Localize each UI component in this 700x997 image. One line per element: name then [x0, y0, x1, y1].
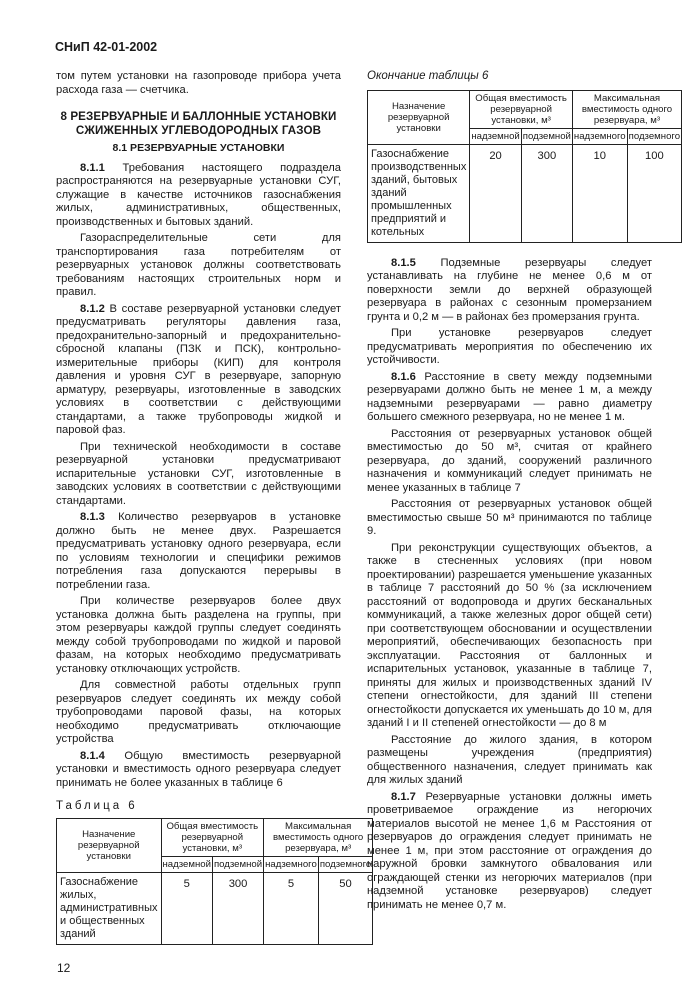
section-title: 8 РЕЗЕРВУАРНЫЕ И БАЛЛОННЫЕ УСТАНОВКИ СЖИЖЕННЫХ УГЛЕВОДОРОДНЫХ ГАЗОВ: [60, 110, 337, 137]
clause-text: Расстояние в свету между подземными резервуарами должно быть не менее 1 м, а между надземными резервуарами — равно диаметру большего смежного резервуара, но не менее 1 м.: [367, 370, 652, 423]
clause-8-1-1: [56, 162, 341, 230]
clause-8-1-7: [367, 791, 652, 913]
table-header-cell: надземного: [264, 856, 319, 872]
paragraph: При количестве резервуаров более двух установка должна быть разделена на группы, при этом резервуары каждой группы следует соединять между собой трубопроводами по жидкой и паровой фазам, на которых необходимо предусматривать установку отключающих устройств.: [56, 595, 341, 675]
paragraph: Для совместной работы отдельных групп резервуаров следует соединять их между собой трубопроводами паровой фазы, на которых необходимо предусматривать отключающие устройства: [56, 679, 341, 745]
clause-8-1-3: [56, 511, 341, 592]
table-header-cell: надземного: [572, 128, 627, 144]
table-header-cell: Общая вместимость резервуарной установки, м³: [470, 90, 573, 128]
left-column: [56, 70, 372, 945]
table-cell: 10: [572, 144, 627, 242]
clause-number: 8.1.2: [80, 302, 105, 315]
clause-8-1-6: [367, 371, 652, 425]
table-cell: 300: [521, 144, 572, 242]
page-number: 12: [57, 961, 71, 975]
clause-8-1-5: [367, 257, 652, 325]
clause-8-1-4: [56, 750, 341, 791]
table-header-cell: подземного: [318, 856, 372, 872]
table-cell: Газоснабжение жилых, административных и общественных зданий: [57, 872, 162, 944]
table-cell: 100: [627, 144, 681, 242]
intro-paragraph: том путем установки на газопроводе прибора учета расхода газа — счетчика.: [56, 70, 341, 96]
table-row: [57, 872, 373, 944]
table-cell: 50: [318, 872, 372, 944]
table-header-cell: подземной: [521, 128, 572, 144]
clause-text: Количество резервуаров в установке должно быть не менее двух. Разрешается предусматривать установку одного резервуара, если по условиям технологии и специфики режимов потребления газа допускаются перерывы в потреблении газа.: [56, 511, 341, 591]
table-header-cell: подземной: [212, 856, 263, 872]
clause-number: 8.1.5: [391, 256, 416, 269]
subsection-title: 8.1 РЕЗЕРВУАРНЫЕ УСТАНОВКИ: [112, 142, 285, 154]
clause-number: 8.1.4: [80, 749, 105, 762]
table-header-cell: надземной: [161, 856, 212, 872]
paragraph: При установке резервуаров следует предусматривать мероприятия по обеспечению их устойчивости.: [367, 327, 652, 366]
table-cell: 20: [470, 144, 521, 242]
table-cell: 5: [264, 872, 319, 944]
table-header-cell: Максимальная вместимость одного резервуара, м³: [264, 818, 373, 856]
table-header-cell: подземного: [627, 128, 681, 144]
clause-text: Общую вместимость резервуарной установки и вместимость одного резервуара следует принимать не более указанных в таблице 6: [56, 749, 341, 789]
clause-text: Подземные резервуары следует устанавливать на глубине не менее 0,6 м от поверхности земли до верхней образующей резервуара в районах с сезонным промерзанием грунта и 0,2 м — в районах без промерзания грунта.: [367, 256, 652, 323]
table-header-cell: Назначение резервуарной установки: [368, 90, 470, 144]
paragraph: Расстояние до жилого здания, в котором размещены учреждения (предприятия) общественного назначения, следует принимать как для жилых зданий: [367, 733, 652, 786]
table-row: [368, 144, 682, 242]
clause-text: Требования настоящего подраздела распространяются на резервуарные установки СУГ, служащие в качестве источников газоснабжения жилых, административных, общественных, производственных и бытовых зданий.: [56, 161, 341, 228]
clause-8-1-2: [56, 303, 341, 438]
right-column: [367, 70, 681, 915]
clause-text: В составе резервуарной установки следует предусматривать регуляторы давления газа, предохранительно-запорный и предохранительно-сбросной клапаны (ПЗК и ПСК), контрольно-измерительные приборы (КИП) для контроля давления и уровня СУГ в резервуаре, запорную арматуру, резервуары, изготовленные в заводских условиях в соответствии с действующими стандартами, а также трубопроводы жидкой и паровой фаз.: [56, 302, 341, 436]
paragraph: Газораспределительные сети для транспортирования газа потребителям от резервуарных установок должны соответствовать требованиям настоящих строительных норм и правил.: [56, 232, 341, 298]
clause-number: 8.1.6: [391, 370, 416, 383]
clause-text: Резервуарные установки должны иметь проветриваемое ограждение из негорючих материалов высотой не менее 1,6 м Расстояния от резервуаров до ограждения следует принимать не менее 1 м, при этом расстояние от ограждения до наружной бровки замкнутого обвалования или ограждающей стенки из негорючих материалов (при надземной установке резервуаров) следует принимать не менее 0,7 м.: [367, 790, 652, 911]
table-header-cell: Максимальная вместимость одного резервуара, м³: [572, 90, 681, 128]
table-6-continuation: [367, 90, 682, 243]
table-header-cell: Общая вместимость резервуарной установки, м³: [161, 818, 264, 856]
table-cell: 300: [212, 872, 263, 944]
table-cell: 5: [161, 872, 212, 944]
table-caption: Таблица 6: [56, 800, 138, 812]
table-header-cell: Назначение резервуарной установки: [57, 818, 162, 872]
table-cell: Газоснабжение производственных зданий, бытовых зданий промышленных предприятий и котельных: [368, 144, 470, 242]
paragraph: Расстояния от резервуарных установок общей вместимостью свыше 50 м³ принимаются по таблице 9.: [367, 498, 652, 537]
document-header: СНиП 42-01-2002: [55, 40, 158, 54]
paragraph: При реконструкции существующих объектов, а также в стесненных условиях (при новом проектировании) разрешается уменьшение указанных в таблице 7 расстояний до 50 % (за исключением расстояний от водопровода и других бесканальных коммуникаций, а также железных дорог общей сети) при соответствующем обосновании и осуществлении мероприятий, обеспечивающих безопасность при эксплуатации. Расстояния от баллонных и испарительных установок, указанные в таблице 7, приняты для жилых и производственных зданий IV степени огнестойкости, для зданий III степени огнестойкости допускается их уменьшать до 10 м, для зданий I и II степеней огнестойкости — до 8 м: [367, 541, 652, 729]
clause-number: 8.1.3: [80, 511, 105, 523]
clause-number: 8.1.1: [80, 161, 105, 174]
clause-number: 8.1.7: [391, 790, 416, 803]
table-header-cell: надземной: [470, 128, 521, 144]
paragraph: Расстояния от резервуарных установок общей вместимостью до 50 м³, считая от крайнего резервуара, до зданий, сооружений различного назначения и коммуникаций следует принимать не менее указанных в таблице 7: [367, 427, 652, 494]
table-continuation-caption: Окончание таблицы 6: [367, 70, 489, 82]
table-6: [56, 818, 373, 945]
paragraph: При технической необходимости в составе резервуарной установки предусматривают испарительные установки СУГ, изготовленные в заводских условиях в соответствии с действующими стандартами.: [56, 440, 341, 507]
